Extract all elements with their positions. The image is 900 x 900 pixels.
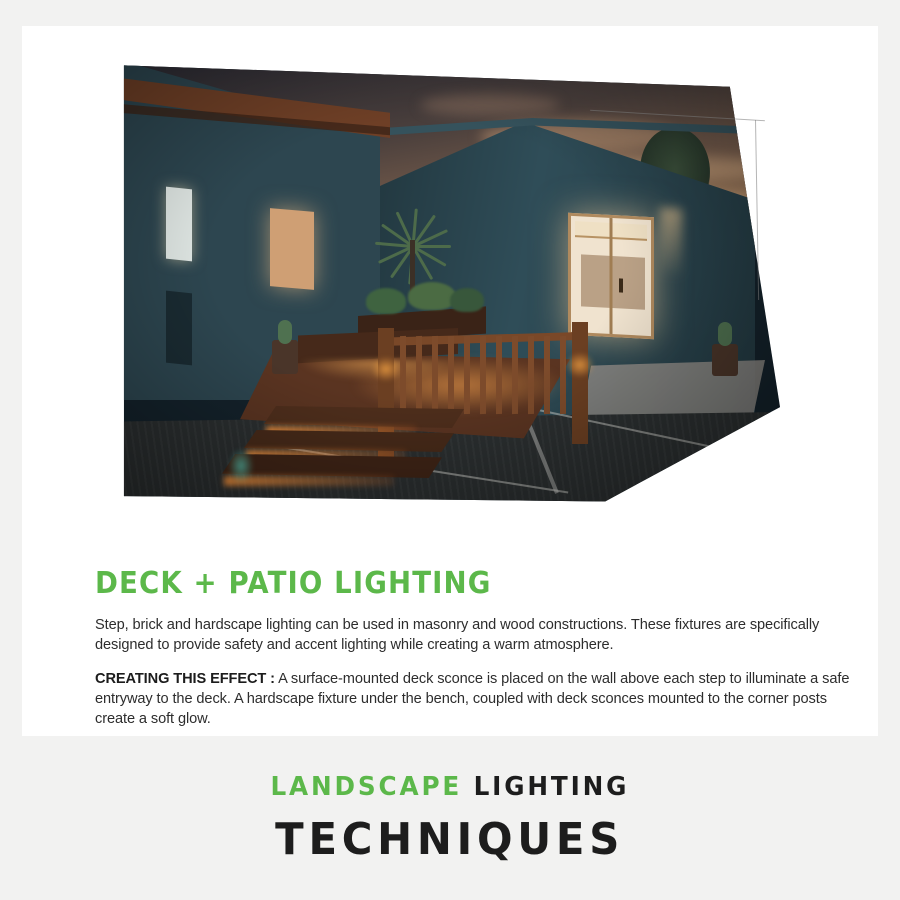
deck-sconce-glow-left xyxy=(371,356,401,382)
footer-word-landscape: LANDSCAPE xyxy=(270,771,463,802)
hero-image xyxy=(120,60,780,505)
deck-steps xyxy=(206,400,456,505)
content-area xyxy=(22,26,878,736)
shrub xyxy=(408,282,456,310)
deck-patio-photo xyxy=(120,60,780,505)
footer-banner xyxy=(0,736,900,900)
step xyxy=(222,454,442,478)
page-title: DECK + PATIO LIGHTING xyxy=(95,566,492,601)
potted-plant xyxy=(278,320,292,344)
deck-sconce-glow-right xyxy=(565,352,595,378)
effect-paragraph xyxy=(95,669,855,729)
shrub xyxy=(450,288,484,312)
door-downlight-glow xyxy=(660,207,682,279)
step-accent-glow xyxy=(228,448,254,484)
intro-paragraph: Step, brick and hardscape lighting can be used in masonry and wood constructions. These fixtures are specifically designed to provide safety and accent lighting while creating a warm atmosphere. xyxy=(95,617,820,653)
french-doors xyxy=(568,213,654,340)
corner-post-right xyxy=(572,322,588,444)
door-interior-view xyxy=(581,254,645,309)
footer-word-lighting: LIGHTING xyxy=(473,771,630,802)
window-warm xyxy=(270,208,314,290)
footer-line-1 xyxy=(271,772,630,802)
planter-pot xyxy=(712,344,738,376)
text-block xyxy=(95,566,855,743)
cloud xyxy=(420,94,560,116)
potted-plant xyxy=(718,322,732,346)
top-gutter xyxy=(0,0,900,26)
shrub xyxy=(366,288,406,314)
effect-label: CREATING THIS EFFECT : xyxy=(95,671,275,687)
planter-pot xyxy=(272,340,298,374)
footer-line-2: TECHNIQUES xyxy=(275,813,625,865)
door-handle xyxy=(619,278,623,292)
window-dark xyxy=(166,291,192,366)
window-lit xyxy=(166,187,192,262)
step xyxy=(244,430,454,452)
door-mullion xyxy=(610,218,613,334)
step xyxy=(264,406,464,428)
hero-scene xyxy=(120,60,780,505)
effect-body: A surface-mounted deck sconce is placed on the wall above each step to illuminate a safe entryway to the deck. A hardscape fixture under the bench, coupled with deck sconces mounted to the corner posts create a soft glow. xyxy=(95,671,850,727)
